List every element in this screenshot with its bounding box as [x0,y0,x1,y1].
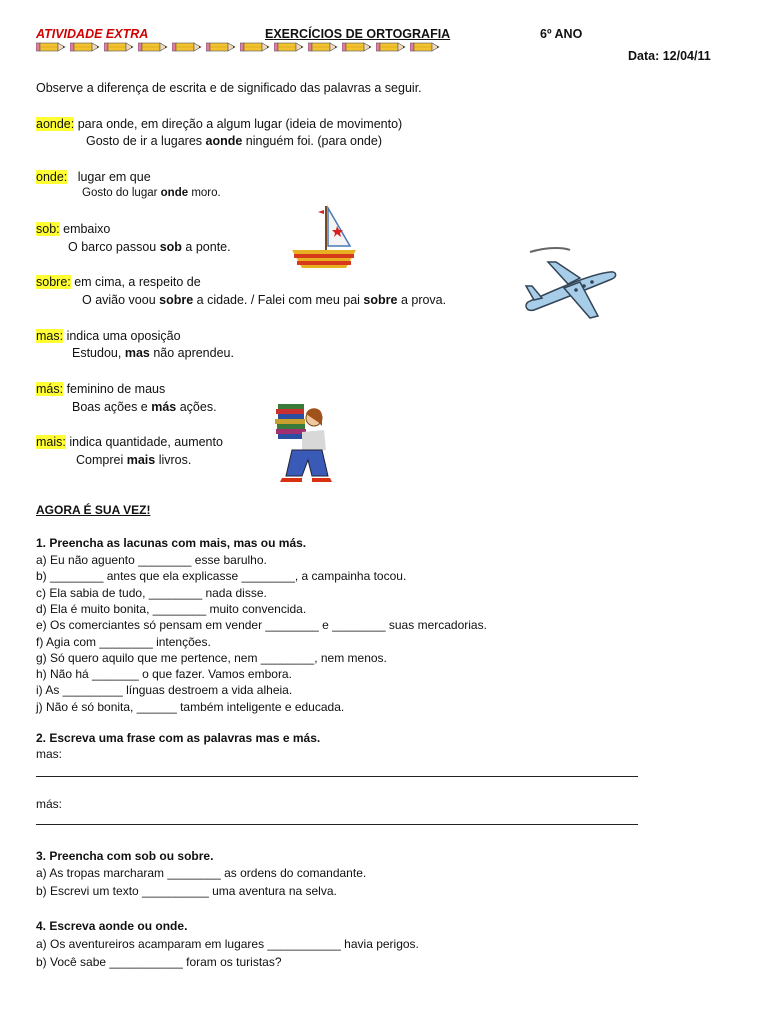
ex-text: O barco passou [68,240,160,254]
q1-item: e) Os comerciantes só pensam em vender ________ e ________ suas mercadorias. [36,618,487,633]
q1-item: b) ________ antes que ela explicasse ________, a campainha tocou. [36,569,407,584]
q3-title [36,849,213,864]
ex-text: Boas ações e [72,400,152,414]
def-sobre [36,275,201,290]
q1-item: f) Agia com ________ intenções. [36,634,211,649]
pencil-icon [36,42,66,52]
pencil-icon [410,42,440,52]
ex-mas [72,346,234,361]
q-text: 4. Escreva [36,919,99,933]
q-text: . [316,731,321,745]
q4-item: b) Você sabe ___________ foram os turistas? [36,955,282,969]
q1-item: h) Não há _______ o que fazer. Vamos embora. [36,667,292,682]
ex-text: ações. [176,400,217,414]
books-kid-image [272,400,336,484]
pencil-icon [376,42,406,52]
q3-item: b) Escrevi um texto __________ uma aventura na selva. [36,884,337,898]
q-text: ou [134,919,156,933]
ex-bold: onde [160,187,189,199]
q-text: . [184,919,188,933]
q1-item: a) Eu não aguento ________ esse barulho. [36,553,267,567]
pencil-border [36,42,440,52]
meaning: lugar em que [67,170,151,184]
sailboat-image [288,200,360,272]
pencil-icon [206,42,236,52]
airplane-image [520,244,620,326]
ex-onde [82,186,221,201]
ex-mais [76,453,191,468]
q1-item: c) Ela sabia de tudo, ________ nada disse. [36,585,267,600]
term: sob: [36,222,60,236]
meaning: para onde, em direção a algum lugar (ideia de movimento) [74,117,403,131]
header-title: EXERCÍCIOS DE ORTOGRAFIA [265,27,451,41]
meaning: em cima, a respeito de [70,275,201,289]
q-keyword: mas [255,731,280,745]
term: onde: [36,170,68,184]
q-text: 2. Escreva uma frase com as palavras [36,731,256,745]
q2-title [36,731,320,746]
q-keyword: más [292,731,317,745]
pencil-icon [240,42,270,52]
meaning: indica uma oposição [63,329,181,343]
q-keyword: sobre [177,849,211,863]
header-date: Data: 12/04/11 [628,49,711,63]
q1-item: j) Não é só bonita, ______ também inteligente e educada. [36,699,345,714]
header-grade: 6º ANO [540,27,583,41]
pencil-icon [274,42,304,52]
ex-text: livros. [155,453,192,467]
def-mas [36,329,181,344]
q1-item: g) Só quero aquilo que me pertence, nem ________, nem menos. [36,650,387,665]
q3-item: a) As tropas marcharam ________ as ordens do comandante. [36,866,367,880]
def-aonde [36,117,402,132]
ex-text: Gosto do lugar [82,187,161,199]
ex-text: a cidade. / Falei com meu pai [193,293,364,307]
ex-text: O avião voou [82,293,160,307]
ex-text: moro. [188,187,221,199]
ex-bold: más [151,400,177,414]
answer-line[interactable] [36,824,638,825]
term: mas: [36,329,64,343]
ex-aonde [86,134,382,149]
ex-sobre [82,293,446,308]
pencil-icon [138,42,168,52]
q-keyword: sob [134,849,157,863]
header-left: ATIVIDADE EXTRA [36,27,149,41]
answer-line[interactable] [36,776,638,777]
intro-text: Observe a diferença de escrita e de significado das palavras a seguir. [36,81,422,95]
ex-bold: sob [159,240,182,254]
meaning: indica quantidade, aumento [65,435,223,449]
q-keyword: onde [155,919,185,933]
ex-bold: aonde [205,134,243,148]
q-keyword: aonde [98,919,135,933]
ex-text: não aprendeu. [149,346,234,360]
ex-bold: mais [126,453,156,467]
ex-sob [68,240,231,255]
ex-text: Estudou, [72,346,125,360]
ex-text: ninguém foi. (para onde) [242,134,382,148]
meaning: feminino de maus [63,382,166,396]
ex-text: Comprei [76,453,127,467]
ex-bold: sobre [363,293,398,307]
q-text: ou [156,849,178,863]
q1-item: i) As _________ línguas destroem a vida alheia. [36,683,293,698]
ex-bold: mas [124,346,150,360]
pencil-icon [70,42,100,52]
q-text: . [210,849,214,863]
section-title: AGORA É SUA VEZ! [36,503,151,517]
meaning: embaixo [59,222,111,236]
def-mais [36,435,223,450]
q2-label-mas: mas: [36,747,63,761]
pencil-icon [172,42,202,52]
ex-text: a prova. [397,293,447,307]
term: sobre: [36,275,71,289]
term: más: [36,382,64,396]
q4-title [36,919,187,934]
pencil-icon [104,42,134,52]
term: mais: [36,435,66,449]
q-text: e [279,731,293,745]
q-text: 3. Preencha com [36,849,135,863]
ex-mas-acento [72,400,217,415]
pencil-icon [308,42,338,52]
q4-item: a) Os aventureiros acamparam em lugares ___________ havia perigos. [36,937,419,951]
pencil-icon [342,42,372,52]
term: aonde: [36,117,75,131]
q2-label-mas-acento: más: [36,797,63,811]
q1-title: 1. Preencha as lacunas com mais, mas ou más. [36,536,307,550]
def-mas-acento [36,382,165,397]
ex-text: Gosto de ir a lugares [86,134,206,148]
def-sob [36,222,110,237]
def-onde [36,170,151,185]
q1-item: d) Ela é muito bonita, ________ muito convencida. [36,601,307,616]
ex-text: a ponte. [181,240,231,254]
ex-bold: sobre [159,293,194,307]
